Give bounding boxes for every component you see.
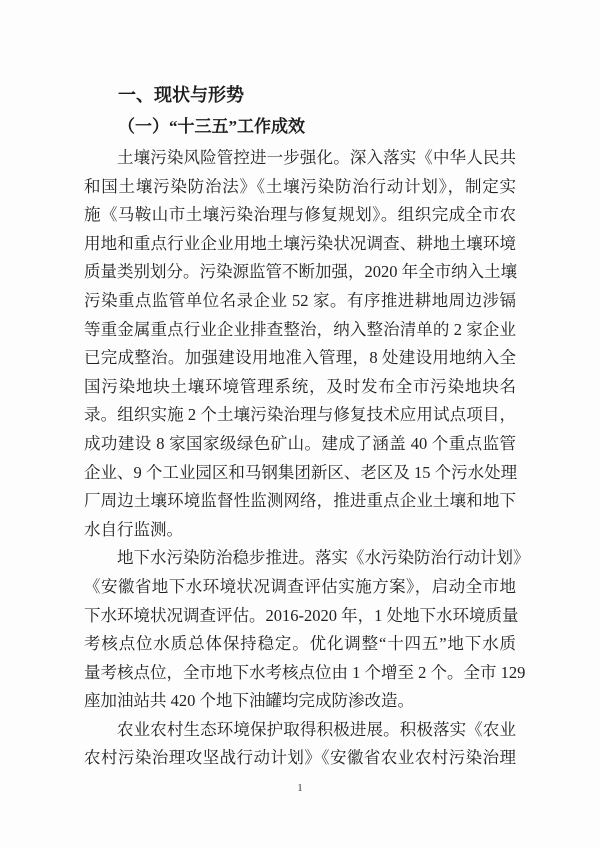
body-line: 座加油站共 420 个地下油罐均完成防渗改造。 <box>84 691 414 711</box>
body-line: 水自行监测。 <box>84 519 183 539</box>
body-line: 施《马鞍山市土壤污染治理与修复规划》。组织完成全市农 <box>84 205 516 225</box>
body-line: 考核点位水质总体保持稳定。优化调整“十四五”地下水质 <box>84 634 516 654</box>
body-line: 《安徽省地下水环境状况调查评估实施方案》，启动全市地 <box>84 576 516 596</box>
body-line: 企业、9 个工业园区和马钢集团新区、老区及 15 个污水处理 <box>84 462 518 482</box>
body-line: 成功建设 8 家国家级绿色矿山。建成了涵盖 40 个重点监管 <box>84 433 516 453</box>
body-line: 土壤污染风险管控进一步强化。深入落实《中华人民共 <box>117 148 516 167</box>
body-line: 厂周边土壤环境监督性监测网络，推进重点企业土壤和地下 <box>84 491 516 511</box>
document-content <box>84 80 530 773</box>
document-body <box>84 144 530 773</box>
paragraph <box>84 144 516 544</box>
body-line: 等重金属重点行业企业排查整治，纳入整治清单的 2 家企业 <box>84 319 516 339</box>
body-line: 农业农村生态环境保护取得积极进展。积极落实《农业 <box>117 719 516 739</box>
paragraph <box>84 716 516 773</box>
page-number: 1 <box>297 782 303 794</box>
body-line: 质量类别划分。污染源监管不断加强，2020 年全市纳入土壤 <box>84 262 518 282</box>
body-line: 用地和重点行业企业用地土壤污染状况调查、耕地土壤环境 <box>84 233 516 253</box>
body-line: 污染重点监管单位名录企业 52 家。有序推进耕地周边涉镉 <box>84 290 516 310</box>
section-heading: 一、现状与形势 <box>118 85 244 105</box>
paragraph <box>84 544 530 716</box>
body-line: 已完成整治。加强建设用地准入管理，8 处建设用地纳入全 <box>84 348 516 368</box>
subsection-heading: （一）“十三五”工作成效 <box>118 117 305 136</box>
body-line: 下水环境状况调查评估。2016-2020 年，1 处地下水环境质量 <box>84 605 519 625</box>
body-line: 和国土壤污染防治法》《土壤污染防治行动计划》，制定实 <box>84 176 516 196</box>
body-line: 国污染地块土壤环境管理系统，及时发布全市污染地块名 <box>84 376 516 396</box>
body-line: 地下水污染防治稳步推进。落实《水污染防治行动计划》 <box>117 548 530 568</box>
body-line: 量考核点位，全市地下水考核点位由 1 个增至 2 个。全市 129 <box>84 662 526 682</box>
body-line: 农村污染治理攻坚战行动计划》《安徽省农业农村污染治理 <box>84 748 516 768</box>
body-line: 录。组织实施 2 个土壤污染治理与修复技术应用试点项目， <box>84 405 516 425</box>
